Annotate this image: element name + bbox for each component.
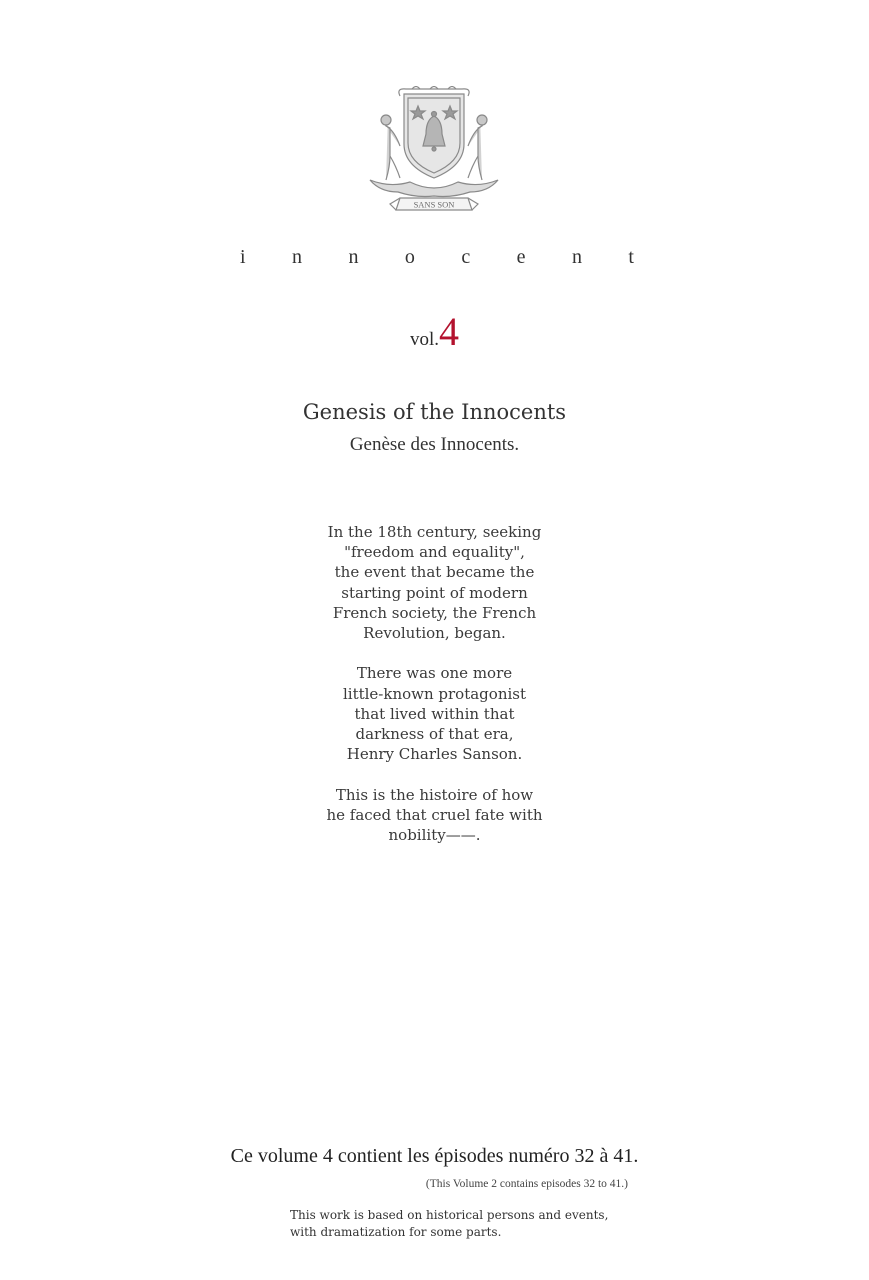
episodes-note-english: (This Volume 2 contains episodes 32 to 41.)	[425, 1178, 628, 1190]
volume-label	[0, 309, 869, 354]
sanson-crest-logo	[360, 86, 508, 218]
episodes-note-french: Ce volume 4 contient les épisodes numéro 32 à 41.	[230, 1145, 639, 1167]
synopsis-line: starting point of modern	[341, 583, 528, 602]
disclaimer-line: with dramatization for some parts.	[290, 1225, 502, 1239]
series-title	[240, 246, 634, 269]
volume-title-french: Genèse des Innocents.	[349, 434, 520, 455]
synopsis-line: Revolution, began.	[363, 624, 506, 643]
synopsis-line: the event that became the	[334, 563, 535, 582]
synopsis-line: nobility——.	[388, 826, 481, 845]
synopsis-line: In the 18th century, seeking	[327, 523, 542, 541]
series-letter: c	[461, 246, 471, 268]
series-letter: n	[571, 246, 582, 268]
synopsis-paragraph	[0, 663, 869, 764]
synopsis-line: "freedom and equality",	[344, 543, 525, 562]
series-letter: o	[404, 246, 415, 268]
volume-prefix: vol.	[409, 329, 440, 350]
volume-title-english: Genesis of the Innocents	[302, 400, 567, 424]
synopsis-line: French society, the French	[332, 603, 537, 622]
synopsis-line: darkness of that era,	[355, 725, 514, 744]
disclaimer-line: This work is based on historical persons and events,	[290, 1208, 609, 1222]
synopsis-line: This is the histoire of how	[335, 785, 534, 804]
synopsis-line: little-known protagonist	[342, 684, 527, 703]
historical-disclaimer	[290, 1207, 608, 1241]
synopsis-line: he faced that cruel fate with	[326, 805, 543, 824]
volume-number: 4	[439, 309, 460, 354]
synopsis-line: There was one more	[356, 664, 513, 683]
synopsis-paragraph	[0, 785, 869, 846]
series-letter: n	[292, 246, 302, 268]
series-letter: n	[348, 246, 359, 268]
synopsis-line: that lived within that	[354, 704, 515, 723]
synopsis-line: Henry Charles Sanson.	[346, 745, 523, 764]
synopsis-paragraph	[0, 522, 869, 643]
crest-motto: SANS SON	[413, 199, 455, 210]
series-letter: t	[628, 246, 634, 268]
series-letter: e	[516, 246, 526, 268]
series-letter: i	[240, 246, 246, 268]
synopsis	[0, 522, 869, 865]
